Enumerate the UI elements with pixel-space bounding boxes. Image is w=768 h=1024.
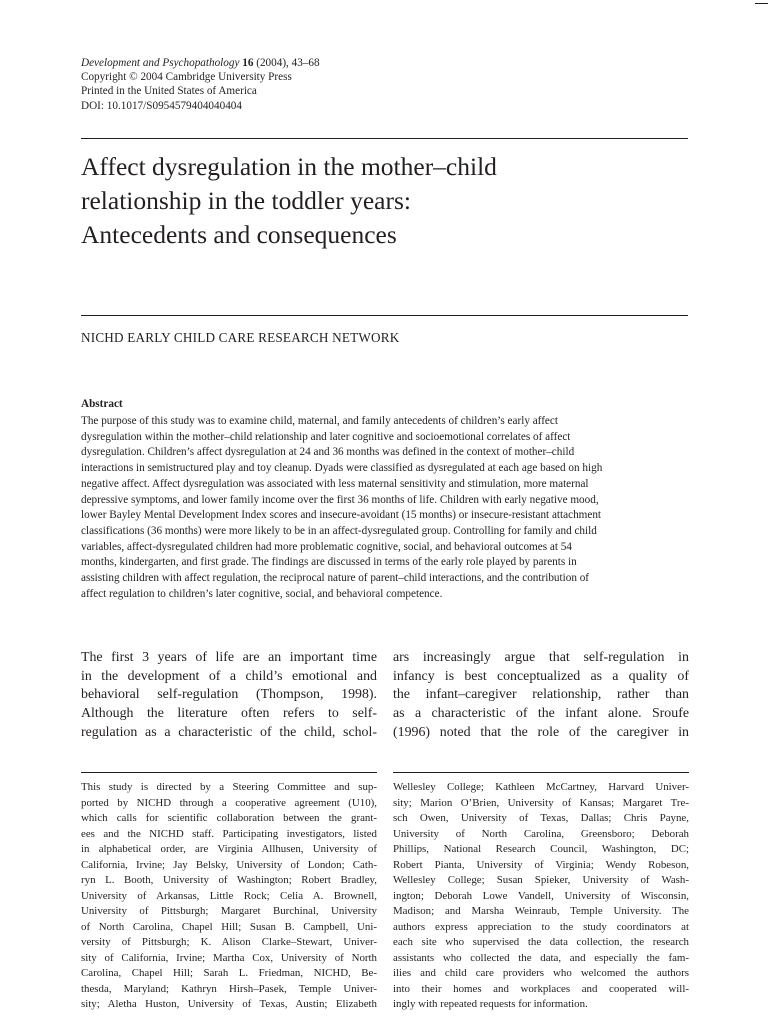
title-line: Antecedents and consequences	[81, 220, 397, 249]
abstract-line: depressive symptoms, and lower family income over the first 36 months of life. Children with early negative mood,	[81, 493, 599, 506]
printed-line: Printed in the United States of America	[81, 85, 257, 98]
abstract-line: negative affect. Affect dysregulation was associated with less maternal sensitivity and stimulation, more maternal	[81, 477, 589, 490]
footnote-line: sity of California, Irvine; Martha Cox, University of North	[81, 951, 377, 964]
body-line: in the development of a child’s emotional and	[81, 668, 377, 684]
journal-header	[81, 56, 320, 113]
copyright-line: Copyright © 2004 Cambridge University Press	[81, 71, 292, 84]
footnote-line: Phillips, National Research Council, Washington, DC;	[393, 843, 689, 855]
abstract-line: lower Bayley Mental Development Index scores and insecure-avoidant (15 months) or insecure-resistant attachment	[81, 509, 602, 522]
body-column-right	[393, 649, 689, 743]
footnote-line: in alphabetical order, are Virginia Allhusen, University of	[81, 843, 377, 855]
footnote-line: into their homes and workplaces and cooperated will-	[393, 982, 689, 995]
abstract-line: assisting children with affect regulation, the reciprocal nature of parent–child interactions, and the contribution of	[81, 572, 590, 585]
footnote-column-left	[81, 780, 377, 1013]
top-rule	[81, 138, 688, 139]
footnote-line: ington; Deborah Lowe Vandell, University of Wisconsin,	[393, 889, 689, 902]
article-title	[81, 150, 681, 252]
footnote-line: This study is directed by a Steering Committee and sup-	[81, 781, 377, 793]
footnote-line: assistants who collected the data, and especially the fam-	[393, 951, 689, 964]
footnote-line: sity; Aletha Huston, University of Texas, Austin; Elizabeth	[81, 998, 377, 1010]
abstract-line: months, kindergarten, and first grade. The findings are discussed in terms of the early role played by parents in	[81, 556, 577, 569]
body-line: The first 3 years of life are an important time	[81, 650, 377, 665]
body-line: Although the literature often refers to self-	[81, 706, 377, 722]
citation-line	[81, 56, 320, 70]
footnote-line: thesda, Maryland; Kathryn Hirsh–Pasek, Temple Univer-	[81, 982, 377, 995]
abstract-line: dysregulation within the mother–child relationship and later cognitive and socioemotional correlates of affect	[81, 430, 571, 443]
footnote-line: ported by NICHD through a cooperative agreement (U10),	[81, 796, 377, 809]
body-line: as a characteristic of the infant alone. Sroufe	[393, 706, 689, 722]
body-line: the infant–caregiver relationship, rather than	[393, 687, 689, 703]
abstract-text	[81, 414, 689, 602]
footnote-line: of North Carolina, Chapel Hill; Susan B. Campbell, Uni-	[81, 920, 377, 933]
footnote-line: which calls for scientific collaboration between the grant-	[81, 812, 377, 824]
journal-name: Development and Psychopathology	[81, 57, 240, 69]
issue-pages: (2004), 43–68	[253, 57, 320, 69]
footnote-rule-right	[393, 772, 689, 773]
footnote-rule-left	[81, 772, 377, 773]
body-line: (1996) noted that the role of the caregiver in	[393, 724, 689, 740]
footnote-line: ees and the NICHD staff. Participating investigators, listed	[81, 827, 377, 840]
abstract-line: dysregulation. Children’s affect dysregulation at 24 and 36 months was defined in the context of mother–child	[81, 446, 575, 459]
body-line: regulation as a characteristic of the child, schol-	[81, 724, 377, 740]
body-line: behavioral self-regulation (Thompson, 1998).	[81, 687, 377, 703]
footnote-line: versity of Pittsburgh; K. Alison Clarke–Stewart, Univer-	[81, 936, 377, 948]
footnote-line: each site who supervised the data collection, the research	[393, 936, 689, 948]
footnote-line: Robert Pianta, University of Virginia; Wendy Robeson,	[393, 858, 689, 871]
corner-mark	[755, 3, 768, 4]
footnote-line: California, Irvine; Jay Belsky, University of London; Cath-	[81, 858, 377, 871]
footnote-line: University of North Carolina, Greensboro; Deborah	[393, 827, 689, 840]
body-line: infancy is best conceptualized as a quality of	[393, 668, 689, 684]
footnote-line: Carolina, Chapel Hill; Sarah L. Friedman, NICHD, Be-	[81, 967, 377, 979]
abstract-line: interactions in semistructured play and toy cleanup. Dyads were classified as dysregulated at each age based on high	[81, 462, 603, 475]
footnote-line: authors express appreciation to the study coordinators at	[393, 920, 689, 933]
footnote-line: sch Owen, University of Texas, Dallas; Chris Payne,	[393, 812, 689, 824]
abstract-line: The purpose of this study was to examine child, maternal, and family antecedents of children’s early affect	[81, 415, 558, 427]
volume-number: 16	[242, 57, 254, 69]
title-line: relationship in the toddler years:	[81, 186, 411, 215]
abstract-line: classifications (36 months) were more likely to be in an affect-dysregulated group. Controlling for family and child	[81, 524, 597, 537]
title-rule	[81, 315, 688, 316]
abstract-line: variables, affect-dysregulated children had more problematic cognitive, social, and behavioral outcomes at 54	[81, 540, 572, 553]
footnote-line: ingly with repeated requests for information.	[393, 998, 588, 1010]
footnote-line: ilies and child care providers who welcomed the authors	[393, 967, 689, 979]
footnote-line: Madison; and Marsha Weinraub, Temple University. The	[393, 905, 689, 917]
body-column-left	[81, 649, 377, 743]
footnote-line: ryn L. Booth, University of Washington; Robert Bradley,	[81, 874, 377, 886]
footnote-line: Wellesley College; Susan Spieker, University of Wash-	[393, 874, 689, 886]
footnote-column-right	[393, 780, 689, 1013]
author-byline: NICHD EARLY CHILD CARE RESEARCH NETWORK	[81, 330, 400, 345]
abstract-heading: Abstract	[81, 398, 123, 410]
footnote-line: Wellesley College; Kathleen McCartney, Harvard Univer-	[393, 781, 689, 793]
body-line: ars increasingly argue that self-regulation in	[393, 650, 689, 665]
title-line: Affect dysregulation in the mother–child	[81, 152, 497, 181]
footnote-line: University of Pittsburgh; Margaret Burchinal, University	[81, 905, 377, 917]
doi-line: DOI: 10.1017/S0954579404040404	[81, 99, 242, 112]
footnote-line: University of Arkansas, Little Rock; Celia A. Brownell,	[81, 889, 377, 902]
abstract-line: affect regulation to children’s later cognitive, social, and behavioral competence.	[81, 587, 443, 600]
footnote-line: sity; Marion O’Brien, University of Kansas; Margaret Tre-	[393, 796, 689, 809]
